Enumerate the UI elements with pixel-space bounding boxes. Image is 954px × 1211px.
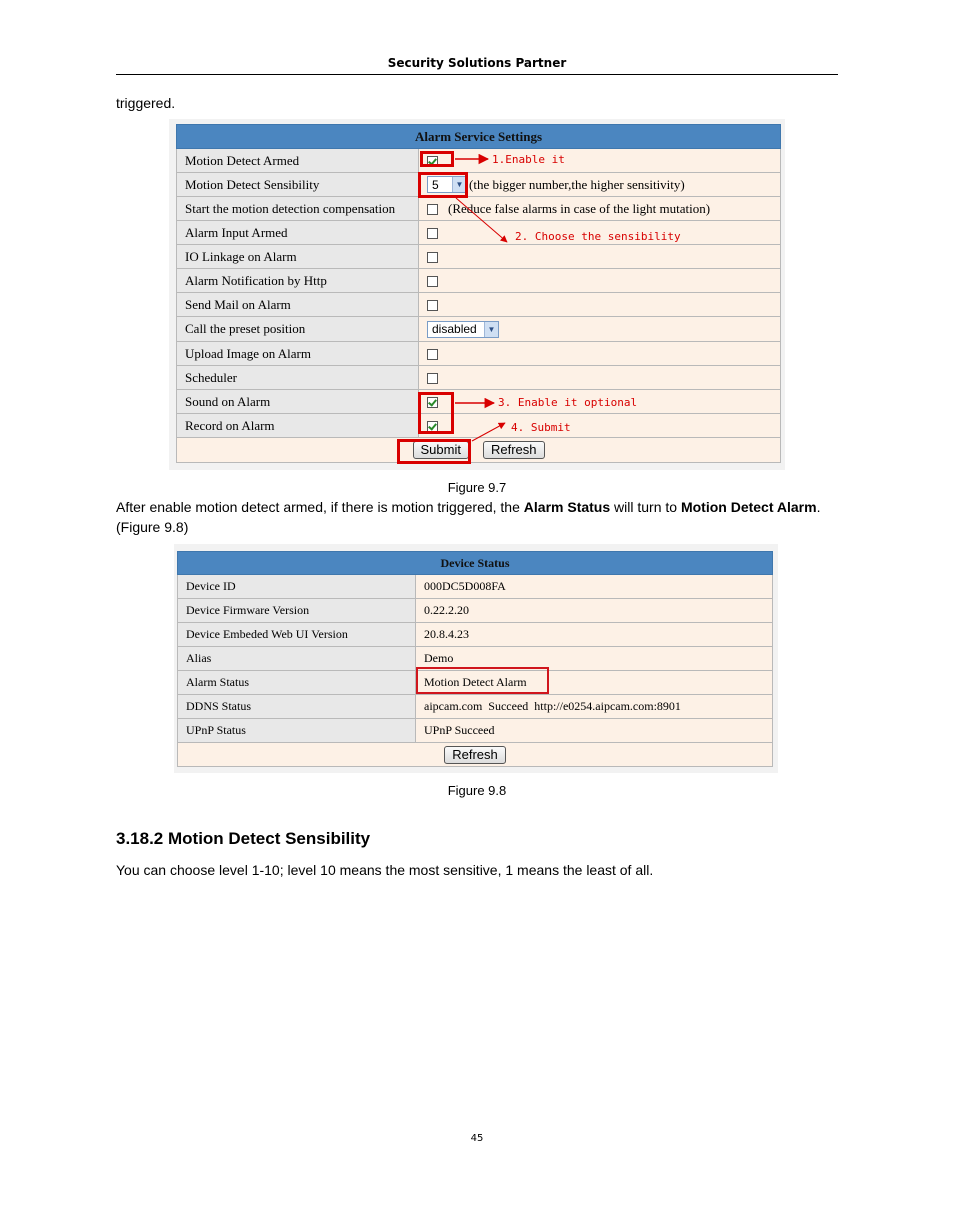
row-label: DDNS Status — [178, 695, 416, 719]
row-label: Send Mail on Alarm — [177, 293, 419, 317]
page-number: 45 — [470, 1133, 484, 1144]
refresh-button[interactable]: Refresh — [483, 441, 545, 459]
para-bold: Alarm Status — [523, 499, 611, 515]
chevron-down-icon: ▼ — [484, 322, 498, 337]
sensibility-hint: (the bigger number,the higher sensitivity) — [469, 176, 685, 192]
alarm-settings-title: Alarm Service Settings — [177, 125, 781, 149]
section-text: You can choose level 1-10; level 10 means the most sensitive, 1 means the least of all. — [116, 862, 654, 878]
annotation-submit: 4. Submit — [511, 421, 571, 434]
chevron-down-icon: ▼ — [452, 177, 466, 192]
row-value: aipcam.com Succeed http://e0254.aipcam.com:8901 — [416, 695, 773, 719]
select-value: disabled — [432, 322, 477, 337]
para-text: . (Figure 9.8) — [116, 499, 821, 535]
select-value: 5 — [432, 177, 439, 192]
para-bold: Motion Detect Alarm — [680, 499, 817, 515]
row-value: 000DC5D008FA — [416, 575, 773, 599]
row-label: Device ID — [178, 575, 416, 599]
row-label: Upload Image on Alarm — [177, 342, 419, 366]
paragraph — [116, 497, 838, 537]
row-label: Motion Detect Sensibility — [177, 173, 419, 197]
row-label: Record on Alarm — [177, 414, 419, 438]
annotation-optional: 3. Enable it optional — [498, 396, 638, 409]
row-label: Motion Detect Armed — [177, 149, 419, 173]
submit-button[interactable]: Submit — [413, 441, 469, 459]
arrow-2 — [456, 198, 507, 242]
arrow-4 — [472, 423, 505, 441]
alarm-status-value: Motion Detect Alarm — [416, 671, 773, 695]
figure-9-8-caption: Figure 9.8 — [447, 783, 507, 798]
row-label: Device Embeded Web UI Version — [178, 623, 416, 647]
annotation-enable: 1.Enable it — [492, 153, 565, 166]
row-label: UPnP Status — [178, 719, 416, 743]
row-value: 0.22.2.20 — [416, 599, 773, 623]
refresh-button[interactable]: Refresh — [444, 746, 506, 764]
row-value: Demo — [416, 647, 773, 671]
row-label: Alias — [178, 647, 416, 671]
device-status-table — [177, 551, 773, 767]
row-label: IO Linkage on Alarm — [177, 245, 419, 269]
para-text: After enable motion detect armed, if there is motion triggered, the — [116, 499, 524, 515]
row-label: Start the motion detection compensation — [177, 197, 419, 221]
intro-text: triggered. — [116, 95, 176, 111]
row-value: UPnP Succeed — [416, 719, 773, 743]
row-label: Alarm Status — [178, 671, 416, 695]
running-header: Security Solutions Partner — [387, 56, 567, 70]
row-label: Alarm Input Armed — [177, 221, 419, 245]
row-label: Scheduler — [177, 366, 419, 390]
row-label: Call the preset position — [177, 317, 419, 342]
annotation-arrows — [0, 0, 954, 480]
highlight-box — [416, 667, 549, 694]
row-label: Alarm Notification by Http — [177, 269, 419, 293]
compensation-hint: (Reduce false alarms in case of the light mutation) — [448, 201, 711, 216]
device-status-title: Device Status — [178, 552, 773, 575]
row-label: Device Firmware Version — [178, 599, 416, 623]
row-label: Sound on Alarm — [177, 390, 419, 414]
para-text: will turn to — [610, 499, 681, 515]
annotation-choose: 2. Choose the sensibility — [515, 230, 681, 243]
row-value: 20.8.4.23 — [416, 623, 773, 647]
section-heading: 3.18.2 Motion Detect Sensibility — [116, 829, 371, 848]
figure-9-7-caption: Figure 9.7 — [447, 480, 507, 495]
